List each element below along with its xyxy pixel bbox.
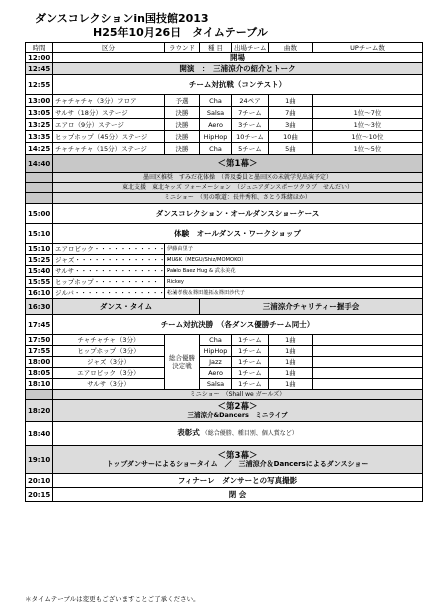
genre-cell: Salsa xyxy=(200,107,232,119)
teams-cell: 1チーム xyxy=(232,346,269,357)
category-cell: サルサ・・・・・・・・・・・・・・・・ xyxy=(53,266,165,277)
event-cell: 開演 ： 三浦涼介の紹介とトーク xyxy=(53,63,423,75)
event-cell: 開場 xyxy=(53,53,423,63)
header-category: 区分 xyxy=(53,43,165,53)
category-cell: チャチャチャ（3分） xyxy=(53,335,165,346)
act1-item-2 xyxy=(26,183,423,193)
row-2010 xyxy=(26,474,423,488)
row-1800 xyxy=(26,357,423,368)
category-cell: ヒップホップ（3分） xyxy=(53,346,165,357)
category-cell: ジャズ（3分） xyxy=(53,357,165,368)
teams-cell: 7チーム xyxy=(232,107,269,119)
event-cell: 体験 オールダンス・ワークショップ xyxy=(53,224,423,244)
time-cell: 13:05 xyxy=(26,107,53,119)
time-cell: 18:10 xyxy=(26,379,53,390)
header-row xyxy=(26,43,423,53)
row-1755 xyxy=(26,346,423,357)
handshake-cell: 三浦涼介チャリティー握手会 xyxy=(200,299,423,315)
genre-cell: HipHop xyxy=(200,131,232,143)
time-cell: 15:10 xyxy=(26,244,53,255)
row-1245 xyxy=(26,63,423,75)
act2-subtitle: 三浦涼介&Dancers ミニライブ xyxy=(187,410,288,419)
event-cell: フィナーレ ダンサーとの写真撮影 xyxy=(53,474,423,488)
time-cell: 12:00 xyxy=(26,53,53,63)
genre-cell: Cha xyxy=(200,95,232,107)
row-1500 xyxy=(26,204,423,224)
time-cell: 17:55 xyxy=(26,346,53,357)
songs-cell: 1曲 xyxy=(269,335,313,346)
genre-cell: HipHop xyxy=(200,346,232,357)
teams-cell: 3チーム xyxy=(232,119,269,131)
time-cell: 13:35 xyxy=(26,131,53,143)
songs-cell: 1曲 xyxy=(269,95,313,107)
act1-item-1 xyxy=(26,173,423,183)
act1-tohoku: 東北支援 東北キッズ フォーメーション （ジュニアダンスポーツクラブ せんだい） xyxy=(53,183,423,193)
genre-cell: Jazz xyxy=(200,357,232,368)
category-cell: ジルバ・・・・・・・・・・・・・・・・ xyxy=(53,288,165,299)
act3-subtitle: トップダンサーによるショータイム ／ 三浦涼介＆Dancersによるダンスショー xyxy=(106,459,369,468)
time-cell: 18:40 xyxy=(26,422,53,446)
time-cell: 12:45 xyxy=(26,63,53,75)
time-cell: 15:25 xyxy=(26,255,53,266)
row-1745 xyxy=(26,315,423,335)
songs-cell: 1曲 xyxy=(269,379,313,390)
time-cell: 20:15 xyxy=(26,488,53,502)
row-1750 xyxy=(26,335,423,346)
performer-cell: Pablo Baez Hug & 武永美花 xyxy=(165,266,423,277)
time-cell: 13:25 xyxy=(26,119,53,131)
category-cell: エアロビック・・・・・・・・・・・ xyxy=(53,244,165,255)
row-1305 xyxy=(26,107,423,119)
songs-cell: 10曲 xyxy=(269,131,313,143)
row-1510-workshop xyxy=(26,224,423,244)
act1-item-3 xyxy=(26,193,423,204)
up-cell xyxy=(313,95,423,107)
teams-cell: 10チーム xyxy=(232,131,269,143)
row-1555 xyxy=(26,277,423,288)
row-1255 xyxy=(26,75,423,95)
awards-cell xyxy=(53,422,423,446)
songs-cell: 5曲 xyxy=(269,143,313,155)
row-1610 xyxy=(26,288,423,299)
teams-cell: 1チーム xyxy=(232,335,269,346)
songs-cell: 1曲 xyxy=(269,368,313,379)
performer-cell: 伊藤由里子 xyxy=(165,244,423,255)
final-round-cell: 総合優勝決定戦 xyxy=(165,335,200,390)
act2-header: ＜第2幕＞ xyxy=(217,401,258,412)
category-cell: チャチャチャ（3分）フロア xyxy=(53,95,165,107)
genre-cell: Aero xyxy=(200,119,232,131)
act1-minishow: ミニショー （男の歌道：長井秀和、さとう珠緒ほか） xyxy=(53,193,423,204)
teams-cell: 24ペア xyxy=(232,95,269,107)
teams-cell: 1チーム xyxy=(232,379,269,390)
teams-cell: 1チーム xyxy=(232,357,269,368)
performer-cell: Rickey xyxy=(165,277,423,288)
category-cell: ヒップホップ・・・・・・・・・・ xyxy=(53,277,165,288)
event-cell: ダンスコレクション・オールダンスショーケース xyxy=(53,204,423,224)
time-cell: 18:05 xyxy=(26,368,53,379)
time-cell: 17:50 xyxy=(26,335,53,346)
minishow2-row xyxy=(26,390,423,400)
row-2015 xyxy=(26,488,423,502)
up-cell: 1位～10位 xyxy=(313,131,423,143)
row-1805 xyxy=(26,368,423,379)
up-cell: 1位～5位 xyxy=(313,143,423,155)
time-cell: 16:10 xyxy=(26,288,53,299)
event-date-subtitle: H25年10月26日 タイムテーブル xyxy=(93,26,268,39)
round-cell: 決勝 xyxy=(165,143,200,155)
row-1510 xyxy=(26,244,423,255)
event-title: ダンスコレクションin国技館2013 xyxy=(35,12,209,25)
teams-cell: 5チーム xyxy=(232,143,269,155)
songs-cell: 1曲 xyxy=(269,346,313,357)
act3-cell xyxy=(53,446,423,474)
category-cell: エアロ（9分）ステージ xyxy=(53,119,165,131)
genre-cell: Cha xyxy=(200,335,232,346)
header-genre: 種 目 xyxy=(200,43,232,53)
time-cell: 17:45 xyxy=(26,315,53,335)
round-cell: 予選 xyxy=(165,95,200,107)
awards-detail: （総合優勝、種目別、個人賞など） xyxy=(201,430,298,437)
header-round: ラウンド xyxy=(165,43,200,53)
dance-time-cell: ダンス・タイム xyxy=(53,299,200,315)
category-cell: サルサ（18分）ステージ xyxy=(53,107,165,119)
row-1820 xyxy=(26,400,423,422)
category-cell: サルサ（3分） xyxy=(53,379,165,390)
row-1200 xyxy=(26,53,423,63)
time-cell: 15:40 xyxy=(26,266,53,277)
category-cell: ジャズ・・・・・・・・・・・・・・・・ xyxy=(53,255,165,266)
time-cell: 15:55 xyxy=(26,277,53,288)
footnote: ＊タイムテーブルは変更もございますことご了承ください。 xyxy=(25,595,200,603)
up-cell: 1位～3位 xyxy=(313,119,423,131)
time-cell: 13:00 xyxy=(26,95,53,107)
row-1425 xyxy=(26,143,423,155)
row-1840 xyxy=(26,422,423,446)
row-1540 xyxy=(26,266,423,277)
row-1325 xyxy=(26,119,423,131)
genre-cell: Cha xyxy=(200,143,232,155)
time-cell: 18:00 xyxy=(26,357,53,368)
songs-cell: 1曲 xyxy=(269,357,313,368)
genre-cell: Salsa xyxy=(200,379,232,390)
row-1440 xyxy=(26,155,423,173)
time-cell: 20:10 xyxy=(26,474,53,488)
header-time: 時間 xyxy=(26,43,53,53)
act1-header: ＜第1幕＞ xyxy=(53,155,423,173)
category-cell: ヒップホップ（45分）ステージ xyxy=(53,131,165,143)
time-cell: 19:10 xyxy=(26,446,53,474)
round-cell: 決勝 xyxy=(165,119,200,131)
row-1630 xyxy=(26,299,423,315)
row-1910 xyxy=(26,446,423,474)
time-cell: 15:00 xyxy=(26,204,53,224)
genre-cell: Aero xyxy=(200,368,232,379)
songs-cell: 7曲 xyxy=(269,107,313,119)
event-cell: チーム対抗戦（コンテスト） xyxy=(53,75,423,95)
timetable xyxy=(25,42,423,502)
row-1525 xyxy=(26,255,423,266)
awards-title: 表彰式 xyxy=(177,428,200,437)
header-songs: 曲数 xyxy=(269,43,313,53)
act1-taiso: 墨田区推奨 すみだ花体操 （普及委員と墨田区の未就学児出演予定） xyxy=(53,173,423,183)
act3-header: ＜第3幕＞ xyxy=(217,450,258,461)
category-cell: チャチャチャ（15分）ステージ xyxy=(53,143,165,155)
row-1810 xyxy=(26,379,423,390)
header-up-teams: UPチーム数 xyxy=(313,43,423,53)
minishow2-cell: ミニショー （Shall we ガールズ） xyxy=(53,390,423,400)
performer-cell: MUSK（MEGU/Shiz/MOMOKO） xyxy=(165,255,423,266)
category-cell: エアロビック（3分） xyxy=(53,368,165,379)
time-cell: 15:10 xyxy=(26,224,53,244)
round-cell: 決勝 xyxy=(165,107,200,119)
time-cell: 14:25 xyxy=(26,143,53,155)
event-cell: チーム対抗決勝 （各ダンス優勝チーム同士） xyxy=(53,315,423,335)
header-teams: 出場チーム xyxy=(232,43,269,53)
round-cell: 決勝 xyxy=(165,131,200,143)
performer-cell: 松浦孝俊＆篠田龍拓＆篠田沙代子 xyxy=(165,288,423,299)
row-1335 xyxy=(26,131,423,143)
songs-cell: 3曲 xyxy=(269,119,313,131)
teams-cell: 1チーム xyxy=(232,368,269,379)
event-cell: 閉 会 xyxy=(53,488,423,502)
row-1300 xyxy=(26,95,423,107)
time-cell: 16:30 xyxy=(26,299,53,315)
up-cell: 1位～7位 xyxy=(313,107,423,119)
time-cell: 12:55 xyxy=(26,75,53,95)
act2-cell xyxy=(53,400,423,422)
time-cell: 14:40 xyxy=(26,155,53,173)
time-cell: 18:20 xyxy=(26,400,53,422)
